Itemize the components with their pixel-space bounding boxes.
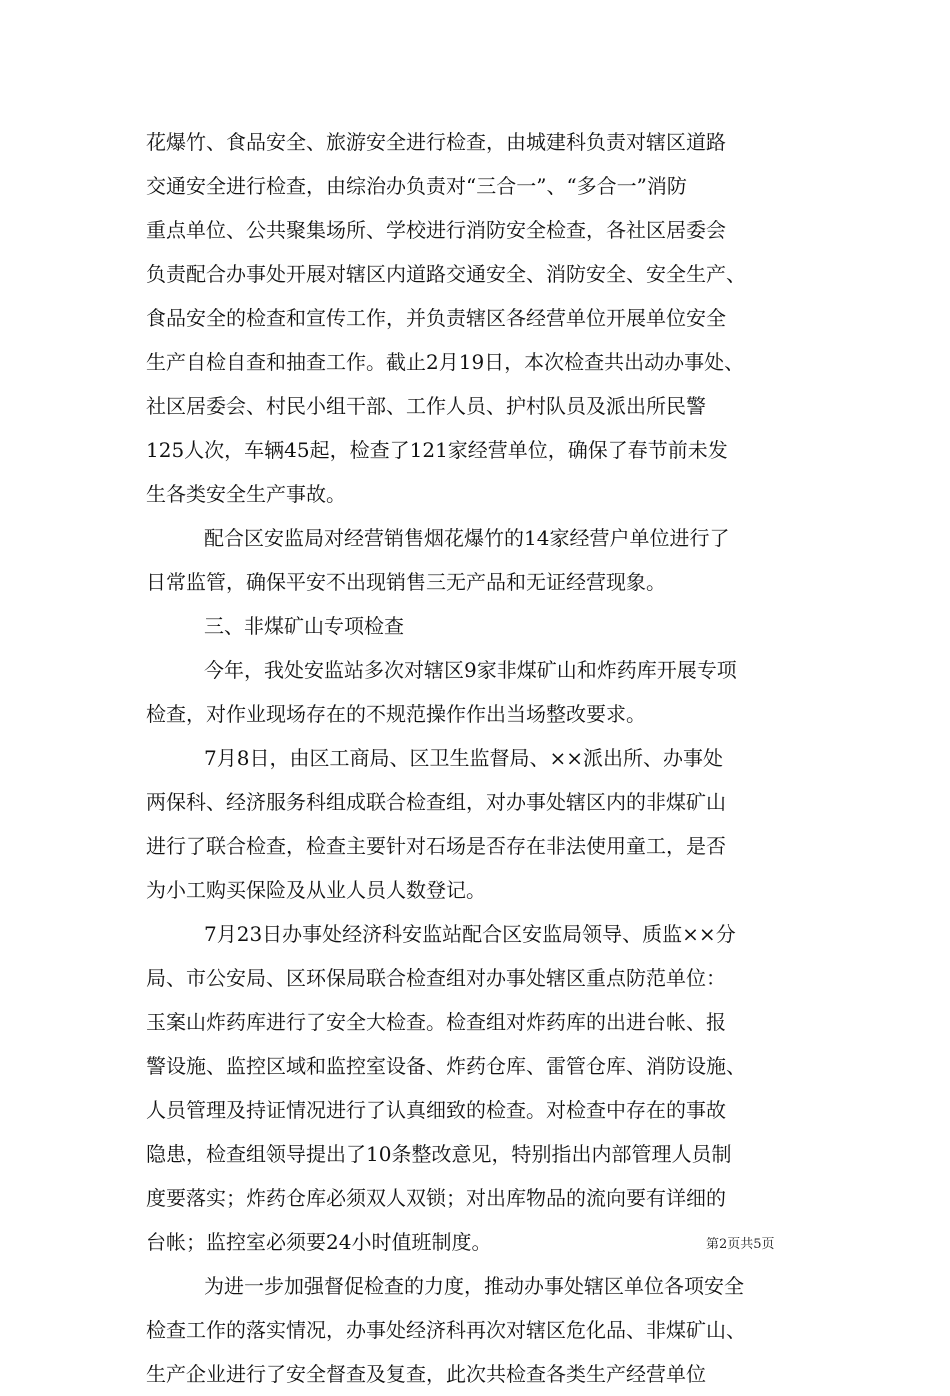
text-line: 日常监管，确保平安不出现销售三无产品和无证经营现象。: [146, 570, 666, 594]
text-line: 台帐；监控室必须要24小时值班制度。: [146, 1230, 492, 1254]
text-line: 负责配合办事处开展对辖区内道路交通安全、消防安全、安全生产、: [146, 262, 746, 286]
text-line: 局、市公安局、区环保局联合检查组对办事处辖区重点防范单位：: [146, 966, 726, 990]
document-body: [146, 120, 810, 1396]
paragraph-start-line: 今年，我处安监站多次对辖区9家非煤矿山和炸药库开展专项: [204, 658, 737, 682]
text-line: 检查工作的落实情况，办事处经济科再次对辖区危化品、非煤矿山、: [146, 1318, 746, 1342]
text-line: 食品安全的检查和宣传工作，并负责辖区各经营单位开展单位安全: [146, 306, 726, 330]
text-line: 警设施、监控区域和监控室设备、炸药仓库、雷管仓库、消防设施、: [146, 1054, 746, 1078]
paragraph-start-line: 7月8日，由区工商局、区卫生监督局、××派出所、办事处: [204, 746, 723, 770]
section-heading: 三、非煤矿山专项检查: [204, 614, 404, 638]
paragraph-start-line: 7月23日办事处经济科安监站配合区安监局领导、质监××分: [204, 922, 736, 946]
text-line: 生各类安全生产事故。: [146, 482, 346, 506]
text-line: 度要落实；炸药仓库必须双人双锁；对出库物品的流向要有详细的: [146, 1186, 726, 1210]
text-line: 生产企业进行了安全督查及复查，此次共检查各类生产经营单位: [146, 1362, 706, 1386]
text-line: 重点单位、公共聚集场所、学校进行消防安全检查，各社区居委会: [146, 218, 726, 242]
text-line: 进行了联合检查，检查主要针对石场是否存在非法使用童工，是否: [146, 834, 726, 858]
text-line: 两保科、经济服务科组成联合检查组，对办事处辖区内的非煤矿山: [146, 790, 726, 814]
paragraph-start-line: 配合区安监局对经营销售烟花爆竹的14家经营户单位进行了: [204, 526, 730, 550]
text-line: 生产自检自查和抽查工作。截止2月19日，本次检查共出动办事处、: [146, 350, 745, 374]
paragraph-start-line: 为进一步加强督促检查的力度，推动办事处辖区单位各项安全: [204, 1274, 744, 1298]
text-line: 125人次，车辆45起，检查了121家经营单位，确保了春节前未发: [146, 438, 728, 462]
text-line: 为小工购买保险及从业人员人数登记。: [146, 878, 486, 902]
text-line: 隐患，检查组领导提出了10条整改意见，特别指出内部管理人员制: [146, 1142, 732, 1166]
text-line: 社区居委会、村民小组干部、工作人员、护村队员及派出所民警: [146, 394, 706, 418]
text-line: 玉案山炸药库进行了安全大检查。检查组对炸药库的出进台帐、报: [146, 1010, 726, 1034]
text-line: 花爆竹、食品安全、旅游安全进行检查，由城建科负责对辖区道路: [146, 130, 726, 154]
page-number-footer: 第2页共5页: [706, 1237, 775, 1252]
text-line: 人员管理及持证情况进行了认真细致的检查。对检查中存在的事故: [146, 1098, 726, 1122]
text-line: 检查，对作业现场存在的不规范操作作出当场整改要求。: [146, 702, 646, 726]
text-line: 交通安全进行检查，由综治办负责对“三合一”、“多合一”消防: [146, 174, 687, 198]
